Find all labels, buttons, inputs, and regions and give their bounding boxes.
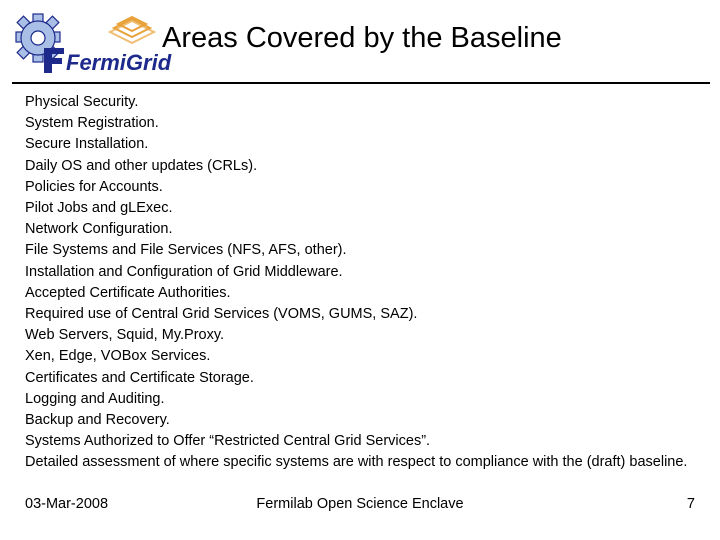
list-item: Network Configuration. (25, 221, 173, 238)
footer-title: Fermilab Open Science Enclave (256, 496, 464, 512)
list-item: Installation and Configuration of Grid Middleware. (25, 263, 343, 280)
list-item: Required use of Central Grid Services (VOMS, GUMS, SAZ). (25, 306, 418, 323)
footer-date: 03-Mar-2008 (25, 496, 109, 512)
list-item: System Registration. (25, 115, 159, 132)
list-item: File Systems and File Services (NFS, AFS, other). (25, 242, 347, 259)
list-item: Daily OS and other updates (CRLs). (25, 157, 258, 174)
title-divider (12, 82, 710, 84)
list-item: Logging and Auditing. (25, 390, 165, 407)
slide-title: Areas Covered by the Baseline (162, 22, 562, 54)
f-mark-icon (44, 48, 64, 73)
list-item: Systems Authorized to Offer “Restricted Central Grid Services”. (25, 433, 431, 450)
baseline-areas-list (25, 92, 695, 474)
fermigrid-logo (14, 10, 172, 76)
list-item: Secure Installation. (25, 136, 149, 153)
list-item: Xen, Edge, VOBox Services. (25, 348, 211, 365)
grid-stack-icon (110, 17, 154, 43)
gear-hub-icon (31, 31, 45, 45)
list-item: Certificates and Certificate Storage. (25, 369, 254, 386)
list-item: Physical Security. (25, 94, 139, 110)
list-item: Pilot Jobs and gLExec. (25, 200, 173, 217)
list-item: Backup and Recovery. (25, 412, 170, 429)
list-item: Web Servers, Squid, My.Proxy. (25, 327, 225, 344)
page-number: 7 (686, 496, 695, 512)
list-item: Accepted Certificate Authorities. (25, 284, 231, 301)
list-item: Policies for Accounts. (25, 178, 163, 195)
logo-wordmark: FermiGrid (66, 50, 172, 75)
list-item: Detailed assessment of where specific systems are with respect to compliance with the (draft) baseline. (25, 454, 688, 471)
